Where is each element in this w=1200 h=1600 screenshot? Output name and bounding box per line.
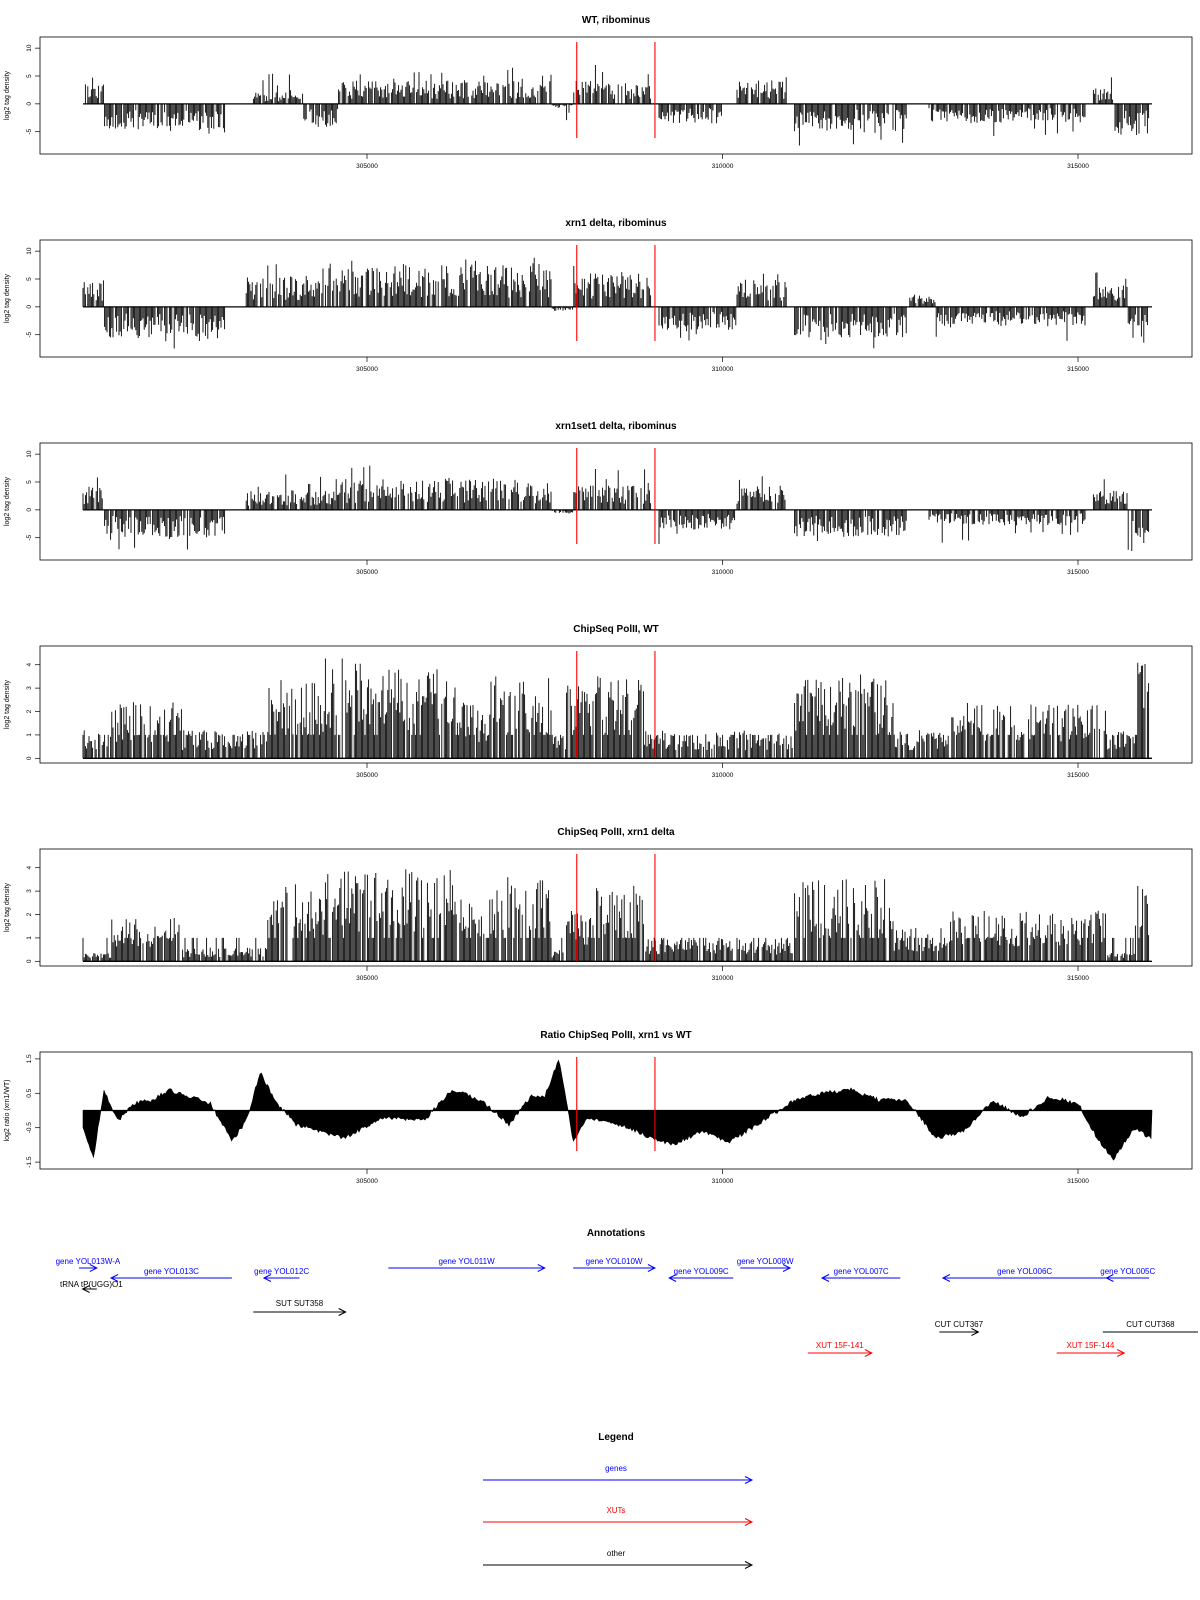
x-tick-label: 315000 <box>1067 772 1089 779</box>
y-tick-label: 5 <box>26 480 33 484</box>
annotation-label: gene YOL006C <box>997 1267 1053 1276</box>
plot-frame <box>40 37 1192 154</box>
x-tick-label: 315000 <box>1067 569 1089 576</box>
chart-title: ChipSeq PolII, xrn1 delta <box>557 827 675 838</box>
data-bars <box>83 659 1149 759</box>
annotation-feature <box>737 1257 794 1272</box>
y-tick-label: 0 <box>26 305 33 309</box>
legend-title: Legend <box>598 1432 634 1443</box>
y-tick-label: -0.5 <box>26 1122 33 1134</box>
x-tick-label: 305000 <box>356 163 378 170</box>
annotation-label: gene YOL011W <box>438 1257 495 1266</box>
x-tick-label: 310000 <box>711 163 734 170</box>
chart-panel-3 <box>4 421 1192 576</box>
annotation-label: gene YOL005C <box>1100 1267 1156 1276</box>
chart-title: ChipSeq PolII, WT <box>573 624 659 635</box>
annotation-feature <box>573 1257 655 1272</box>
y-tick-label: 10 <box>26 247 33 255</box>
y-tick-label: 1 <box>26 936 33 940</box>
y-axis-label: log2 tag density <box>4 273 11 324</box>
annotation-label: SUT SUT358 <box>275 1299 324 1308</box>
annotation-feature <box>669 1267 733 1282</box>
y-tick-label: 5 <box>26 277 33 281</box>
y-tick-label: 2 <box>26 709 33 714</box>
x-tick-label: 305000 <box>356 772 378 779</box>
x-tick-label: 310000 <box>711 569 734 576</box>
y-tick-label: -5 <box>26 128 33 135</box>
y-tick-label: 10 <box>26 450 33 458</box>
annotations-panel <box>56 1228 1198 1357</box>
y-tick-label: 0 <box>26 102 33 106</box>
y-tick-label: 3 <box>26 889 33 893</box>
chart-title: xrn1 delta, ribominus <box>565 218 667 229</box>
annotation-label: gene YOL013C <box>143 1267 199 1276</box>
x-tick-label: 315000 <box>1067 1178 1089 1185</box>
legend-item-genes <box>483 1464 752 1484</box>
annotation-label: gene YOL012C <box>254 1267 310 1276</box>
annotation-feature <box>943 1267 1107 1282</box>
legend-label: other <box>606 1549 626 1558</box>
annotation-feature <box>253 1299 345 1316</box>
legend-label: genes <box>605 1464 627 1473</box>
chart-title: Ratio ChipSeq PolII, xrn1 vs WT <box>540 1030 692 1041</box>
legend-label: XUTs <box>606 1506 626 1515</box>
y-axis-label: log2 tag density <box>4 679 11 730</box>
annotation-label: gene YOL010W <box>585 1257 643 1266</box>
legend-item-other <box>483 1549 752 1569</box>
legend-panel <box>483 1432 752 1569</box>
chart-panel-6 <box>4 1030 1192 1185</box>
annotation-label: XUT 15F-144 <box>1066 1341 1115 1350</box>
data-bars <box>83 258 1147 349</box>
y-axis-label: log2 ratio (xrn1/WT) <box>4 1079 11 1142</box>
x-tick-label: 310000 <box>711 975 734 982</box>
y-axis-label: log2 tag density <box>4 476 11 527</box>
y-tick-label: 10 <box>26 44 33 52</box>
annotations-title: Annotations <box>586 1228 646 1239</box>
y-tick-label: 1.5 <box>26 1054 33 1064</box>
annotation-label: gene YOL007C <box>833 1267 889 1276</box>
y-tick-label: 0 <box>26 508 33 512</box>
y-tick-label: 5 <box>26 74 33 78</box>
chart-panel-2 <box>4 218 1192 373</box>
annotation-label: XUT 15F-141 <box>815 1341 864 1350</box>
y-tick-label: 0 <box>26 959 33 964</box>
chart-panel-1 <box>4 15 1192 170</box>
x-tick-label: 305000 <box>356 366 378 373</box>
annotation-label: gene YOL008W <box>736 1257 794 1266</box>
y-tick-label: 4 <box>26 662 33 667</box>
y-axis-label: log2 tag density <box>4 882 11 933</box>
annotation-feature <box>60 1280 123 1293</box>
chart-panel-5 <box>4 827 1192 982</box>
legend-item-xuts <box>483 1506 752 1526</box>
annotation-feature <box>254 1267 309 1282</box>
chart-title: xrn1set1 delta, ribominus <box>555 421 677 432</box>
annotation-label: gene YOL013W-A <box>55 1257 121 1266</box>
y-tick-label: -5 <box>26 534 33 541</box>
x-tick-label: 315000 <box>1067 163 1089 170</box>
annotation-feature <box>1100 1267 1155 1282</box>
annotation-label: tRNA tP(UGG)O1 <box>60 1280 123 1289</box>
chart-panel-4 <box>4 624 1192 779</box>
annotation-feature <box>822 1267 900 1282</box>
y-axis-label: log2 tag density <box>4 70 11 121</box>
y-tick-label: -5 <box>26 331 33 338</box>
chart-title: WT, ribominus <box>581 15 651 26</box>
annotation-feature <box>808 1341 872 1357</box>
x-tick-label: 305000 <box>356 1178 378 1185</box>
data-bars <box>83 466 1149 551</box>
annotation-feature <box>56 1257 121 1272</box>
data-bars <box>83 869 1149 961</box>
y-tick-label: 0 <box>26 756 33 761</box>
annotation-feature <box>111 1267 232 1282</box>
x-tick-label: 310000 <box>711 1178 734 1185</box>
y-tick-label: 1 <box>26 733 33 737</box>
x-tick-label: 315000 <box>1067 366 1089 373</box>
x-tick-label: 310000 <box>711 366 734 373</box>
y-tick-label: 3 <box>26 686 33 690</box>
annotation-feature <box>935 1320 984 1336</box>
annotation-label: gene YOL009C <box>673 1267 729 1276</box>
y-tick-label: 4 <box>26 865 33 870</box>
annotation-label: CUT CUT368 <box>1126 1320 1175 1329</box>
data-bars <box>85 65 1148 146</box>
x-tick-label: 305000 <box>356 569 378 576</box>
y-tick-label: 2 <box>26 912 33 917</box>
x-tick-label: 310000 <box>711 772 734 779</box>
x-tick-label: 305000 <box>356 975 378 982</box>
annotation-feature <box>1057 1341 1125 1357</box>
annotation-label: CUT CUT367 <box>934 1320 984 1329</box>
y-tick-label: 0.5 <box>26 1088 33 1098</box>
annotation-feature <box>1103 1320 1198 1332</box>
annotation-feature <box>388 1257 544 1272</box>
y-tick-label: -1.5 <box>26 1156 33 1168</box>
x-tick-label: 315000 <box>1067 975 1089 982</box>
